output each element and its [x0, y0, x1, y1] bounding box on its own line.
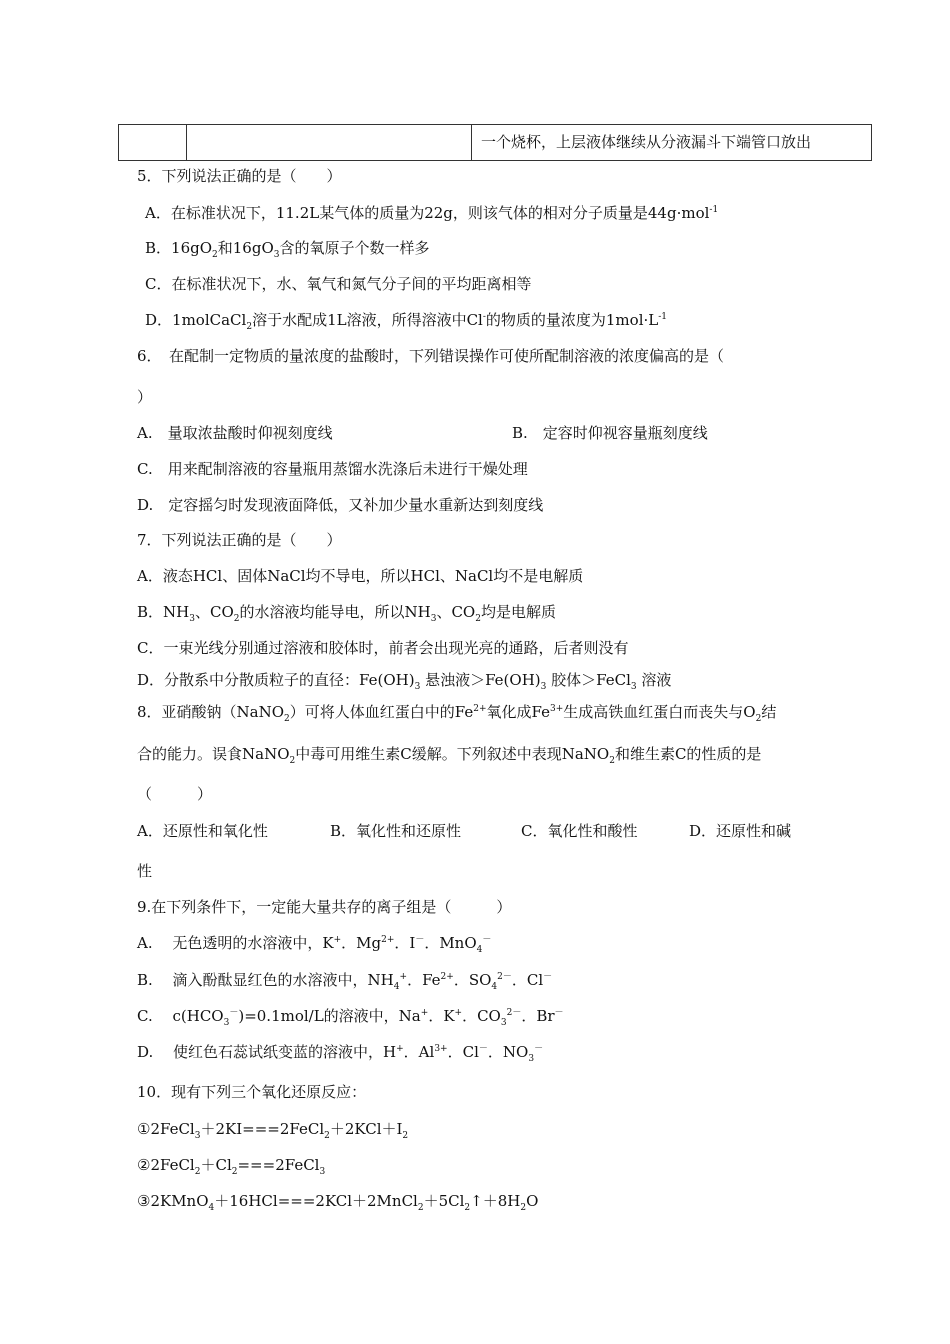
q7-option-b: B．$NH_3$、$CO_2$的水溶液均能导电，所以$NH_3$、$CO_2$均是电解质	[137, 603, 556, 624]
q9-option-a: A. 无色透明的水溶液中，K+．$Mg^{2+}$．I－．MnO$_4$－	[137, 934, 492, 955]
q5-stem: 5．下列说法正确的是（ ）	[137, 167, 342, 185]
q8-stem-line1: 8．亚硝酸钠（NaNO$_2$）可将人体血红蛋白中的$Fe^{2+}$氧化成$Fe^{3+}$生成高铁血红蛋白而丧失与$O_2$结	[137, 703, 777, 724]
q6-stem: 6． 在配制一定物质的量浓度的盐酸时，下列错误操作可使所配制溶液的浓度偏高的是（	[137, 347, 725, 365]
q10-reaction-2: $②2FeCl_2+Cl_2===2FeCl_3$	[137, 1156, 326, 1177]
q8-stem-line2: 合的能力。误食NaNO$_2$中毒可用维生素C缓解。下列叙述中表现NaNO$_2$和维生素C的性质的是	[137, 745, 762, 766]
q10-stem: 10．现有下列三个氧化还原反应：	[137, 1083, 367, 1101]
q6-option-c: C. 用来配制溶液的容量瓶用蒸馏水洗涤后未进行干燥处理	[137, 460, 528, 478]
table-divider	[186, 125, 187, 160]
q8-answer-blank: （ ）	[137, 785, 213, 803]
table-cell-text: 一个烧杯，上层液体继续从分液漏斗下端管口放出	[481, 133, 812, 151]
q10-reaction-1: $①2FeCl_3+2KI===2FeCl_2+2KCl+I_2$	[137, 1120, 409, 1141]
q8-option-a: A．还原性和氧化性	[137, 822, 268, 840]
q9-option-b: B. 滴入酚酞显红色的水溶液中，$NH_4^+$．$Fe^{2+}$．$SO_4^{2-}$．Cl－	[137, 971, 553, 992]
q6-option-d: D. 定容摇匀时发现液面降低，又补加少量水重新达到刻度线	[137, 496, 544, 514]
q6-stem-end: ）	[137, 388, 153, 406]
q5-option-d: D．1molCaCl$_2$溶于水配成1L溶液，所得溶液中Cl-的物质的量浓度为$1mol\cdot L^{-1}$	[145, 311, 667, 332]
q7-option-a: A．液态HCl、固体NaCl均不导电，所以HCl、NaCl均不是电解质	[137, 567, 584, 585]
q5-option-a: A．在标准状况下，11.2L某气体的质量为22g，则该气体的相对分子质量是44g·mol$^{-1}$	[145, 204, 719, 222]
q8-option-c: C．氧化性和酸性	[521, 822, 638, 840]
q9-stem: 9.在下列条件下，一定能大量共存的离子组是（ ）	[137, 898, 512, 916]
q8-option-b: B．氧化性和还原性	[330, 822, 462, 840]
q10-reaction-3: $③2KMnO_4+16HCl===2KCl+2MnCl_2+5Cl_2↑+8H_2O$	[137, 1192, 539, 1213]
table-fragment	[118, 124, 872, 161]
q6-option-b: B. 定容时仰视容量瓶刻度线	[512, 424, 708, 442]
q7-stem: 7．下列说法正确的是（ ）	[137, 531, 342, 549]
q5-option-b: B．$16gO_2$和$16gO_3$含的氧原子个数一样多	[145, 239, 430, 260]
q8-option-d: D．还原性和碱	[689, 822, 792, 840]
q7-option-d: D．分散系中分散质粒子的直径：$Fe(OH)_3$ 悬浊液$>Fe(OH)_3$ 胶体＞FeCl$_3$ 溶液	[137, 671, 672, 692]
q5-option-c: C．在标准状况下，水、氧气和氮气分子间的平均距离相等	[145, 275, 532, 293]
q9-option-d: D. 使红色石蕊试纸变蓝的溶液中，H+．$Al^{3+}$．Cl－．$NO_3^-$	[137, 1043, 544, 1064]
q7-option-c: C．一束光线分别通过溶液和胶体时，前者会出现光亮的通路，后者则没有	[137, 639, 629, 657]
q9-option-c: C. $c(HCO_3^-)=0.1mol/L$的溶液中，Na+．K+．$CO_3^{2-}$．Br－	[137, 1007, 564, 1028]
table-divider	[471, 125, 472, 160]
q6-option-a: A. 量取浓盐酸时仰视刻度线	[137, 424, 333, 442]
q8-option-d-continued: 性	[137, 862, 153, 880]
